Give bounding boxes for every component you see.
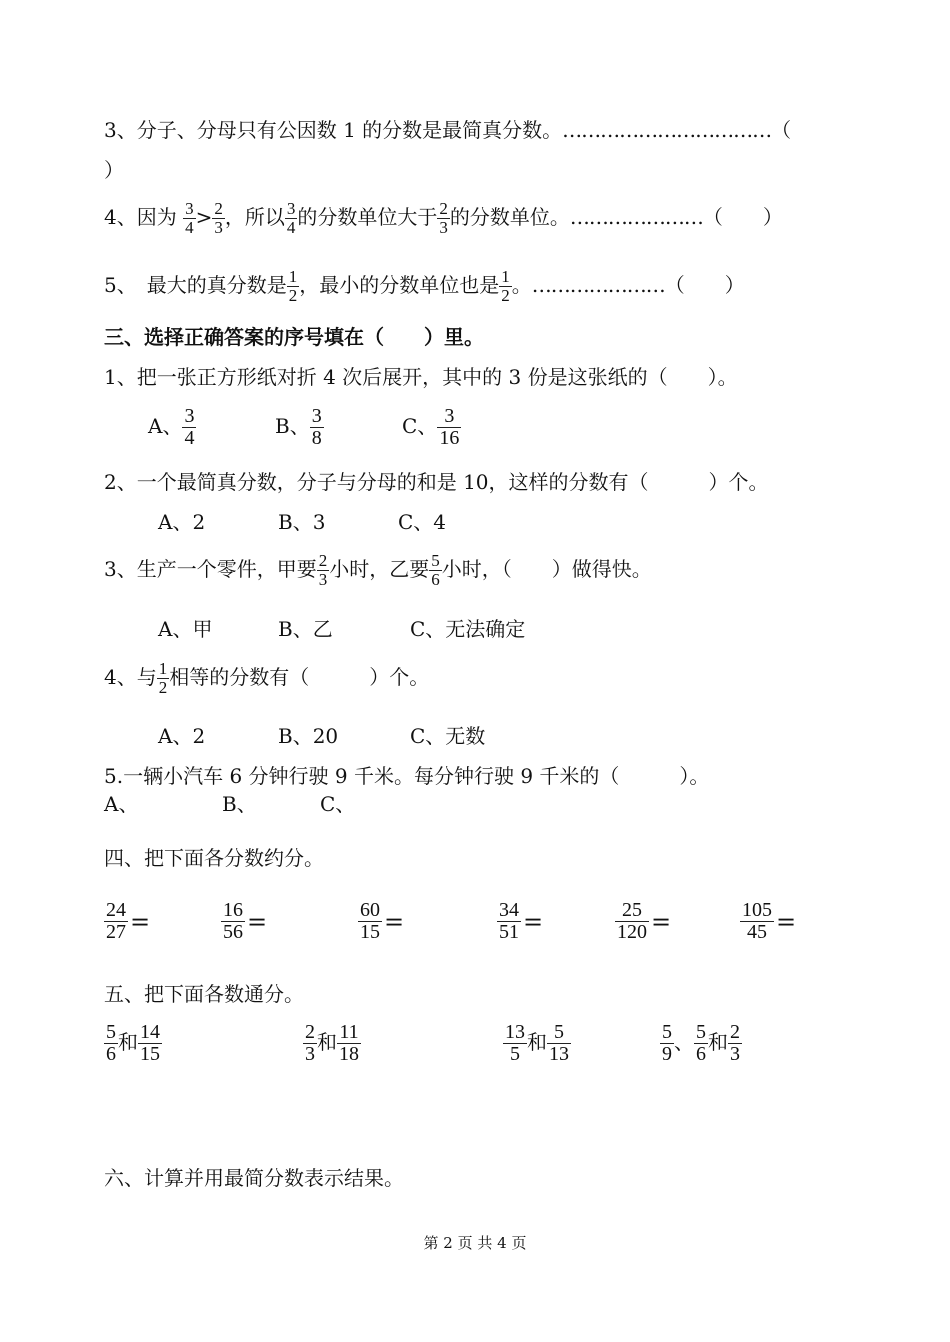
denominator: 13: [549, 1043, 569, 1065]
choice-q3-text-c: 小时，（ ）做得快。: [441, 556, 652, 581]
fraction: [358, 900, 382, 943]
judge-q4-dots: …………………: [569, 204, 703, 229]
option-label: B、: [275, 414, 310, 438]
choice-q4-option-b[interactable]: B、20: [278, 724, 339, 748]
denominator: 2: [501, 285, 510, 305]
choice-q3-option-c[interactable]: C、无法确定: [410, 617, 526, 641]
judge-q5: [104, 268, 745, 305]
fraction: [317, 552, 330, 589]
and-word: 和: [317, 1030, 337, 1054]
denominator: 8: [311, 427, 322, 449]
fraction: [104, 1022, 118, 1065]
numerator: 25: [615, 900, 649, 922]
fraction: [285, 200, 298, 237]
choice-q5-option-a[interactable]: A、: [104, 792, 139, 816]
judge-q5-text-a: 5、 最大的真分数是: [104, 272, 287, 297]
denominator: 56: [223, 921, 243, 943]
choice-q2-option-a[interactable]: A、2: [158, 510, 206, 534]
choice-q4-text-b: 相等的分数有（ ）个。: [169, 664, 430, 689]
fraction: [182, 406, 196, 449]
numerator: 2: [318, 551, 328, 570]
section-heading-reduce: 四、把下面各分数约分。: [104, 846, 324, 870]
denominator: 2: [288, 285, 298, 305]
choice-q3-option-b[interactable]: B、乙: [278, 617, 333, 641]
section-heading-calc: 六、计算并用最简分数表示结果。: [104, 1166, 404, 1190]
judge-q4-text-d: 的分数单位。: [449, 204, 570, 229]
numerator: 105: [742, 899, 772, 921]
fraction: [287, 268, 300, 305]
judge-q3-text: 3、分子、分母只有公因数 1 的分数是最简真分数。: [104, 118, 563, 142]
reduce-item: [104, 900, 150, 943]
fraction: [497, 900, 521, 943]
and-word: 和: [118, 1030, 138, 1054]
denominator: 6: [696, 1043, 706, 1065]
judge-q3: [104, 120, 791, 140]
numerator: 14: [140, 1021, 160, 1043]
fraction: [310, 406, 324, 449]
denominator: 6: [431, 569, 440, 589]
fraction: [728, 1022, 742, 1065]
judge-q4-text-a: 4、因为: [104, 204, 177, 229]
denominator: 3: [318, 569, 328, 589]
denominator: 4: [184, 427, 195, 449]
numerator: 60: [360, 899, 380, 921]
common-group-2: [303, 1022, 361, 1065]
denominator: 18: [339, 1043, 359, 1065]
choice-q1-option-c[interactable]: [402, 406, 461, 449]
and-word: 和: [708, 1030, 728, 1054]
fraction: [157, 660, 170, 697]
numerator: 2: [730, 1021, 740, 1043]
denominator: 4: [185, 217, 194, 237]
choice-q1-text: 1、把一张正方形纸对折 4 次后展开，其中的 3 份是这张纸的（ ）。: [104, 365, 738, 389]
fraction: [183, 200, 196, 237]
denominator: 27: [106, 921, 126, 943]
denominator: 15: [360, 921, 380, 943]
common-group-1: [104, 1022, 162, 1065]
answer-paren[interactable]: （ ）: [664, 272, 745, 297]
reduce-item: [740, 900, 796, 943]
fraction: [437, 200, 450, 237]
choice-q2-option-c[interactable]: C、4: [398, 510, 447, 534]
choice-q3-text-b: 小时，乙要: [329, 556, 430, 581]
denominator: 2: [158, 677, 168, 697]
greater-than-sign: >: [195, 204, 213, 229]
judge-q4-text-b: ，所以: [224, 204, 285, 229]
denominator: 51: [499, 921, 519, 943]
numerator: 5: [696, 1021, 706, 1043]
choice-q2-text: 2、一个最简真分数，分子与分母的和是 10，这样的分数有（ ）个。: [104, 470, 769, 494]
choice-q3-text-a: 3、生产一个零件，甲要: [104, 556, 317, 581]
denominator: 16: [439, 427, 460, 449]
denominator: 9: [662, 1043, 672, 1065]
fraction: [212, 200, 225, 237]
fraction: [660, 1022, 674, 1065]
fraction: [503, 1022, 527, 1065]
denominator: 15: [140, 1043, 160, 1065]
numerator: 16: [223, 899, 243, 921]
choice-q2-option-b[interactable]: B、3: [278, 510, 326, 534]
numerator: 5: [106, 1021, 116, 1043]
choice-q4-option-c[interactable]: C、无数: [410, 724, 486, 748]
equals-sign: =: [384, 907, 405, 936]
numerator: 34: [499, 899, 519, 921]
option-label: A、: [148, 414, 183, 438]
fraction: [740, 900, 774, 943]
denominator: 3: [305, 1043, 315, 1065]
fraction: [104, 900, 128, 943]
choice-q3: [104, 552, 652, 589]
option-label: C、: [402, 414, 438, 438]
fraction: [547, 1022, 571, 1065]
numerator: 2: [439, 199, 448, 218]
fraction: [694, 1022, 708, 1065]
reduce-item: [358, 900, 404, 943]
denominator: 5: [510, 1043, 520, 1065]
section-heading-choice: 三、选择正确答案的序号填在（ ）里。: [104, 325, 484, 349]
numerator: 5: [662, 1021, 672, 1043]
equals-sign: =: [247, 907, 268, 936]
denominator: 3: [730, 1043, 740, 1065]
numerator: 3: [184, 405, 195, 427]
judge-q3-rparen: ）: [104, 158, 124, 182]
fraction: [337, 1022, 361, 1065]
judge-q4: [104, 200, 783, 237]
choice-q5-option-c[interactable]: C、: [320, 792, 356, 816]
choice-q5-option-b[interactable]: B、: [222, 792, 257, 816]
separator: 、: [674, 1030, 694, 1054]
choice-q1-option-b[interactable]: [275, 406, 324, 449]
judge-q5-dots: …………………: [531, 272, 665, 297]
choice-q5-text: 5.一辆小汽车 6 分钟行驶 9 千米。每分钟行驶 9 千米的（ ）。: [104, 764, 710, 788]
reduce-item: [497, 900, 543, 943]
and-word: 和: [527, 1030, 547, 1054]
judge-q3-dots: ……………………………: [562, 118, 772, 142]
numerator: 3: [437, 406, 461, 428]
common-group-4: [660, 1022, 742, 1065]
equals-sign: =: [651, 907, 672, 936]
reduce-item: [221, 900, 267, 943]
page-footer: 第 2 页 共 4 页: [423, 1234, 527, 1252]
answer-paren[interactable]: （ ）: [702, 204, 783, 229]
denominator: 120: [617, 921, 647, 943]
judge-q4-text-c: 的分数单位大于: [297, 204, 438, 229]
numerator: 5: [431, 551, 440, 570]
numerator: 1: [158, 659, 168, 678]
fraction: [221, 900, 245, 943]
numerator: 5: [547, 1022, 571, 1044]
numerator: 24: [106, 899, 126, 921]
denominator: 3: [214, 217, 223, 237]
denominator: 3: [439, 217, 448, 237]
numerator: 2: [214, 199, 223, 218]
choice-q3-option-a[interactable]: A、甲: [158, 617, 213, 641]
numerator: 3: [286, 199, 296, 218]
numerator: 1: [288, 267, 298, 286]
fraction: [429, 552, 442, 589]
numerator: 3: [185, 199, 194, 218]
choice-q4-option-a[interactable]: A、2: [158, 724, 206, 748]
denominator: 45: [747, 921, 767, 943]
numerator: 1: [501, 267, 510, 286]
denominator: 6: [106, 1043, 116, 1065]
common-group-3: [503, 1022, 571, 1065]
judge-q5-text-c: 。: [511, 272, 532, 297]
fraction: [499, 268, 512, 305]
numerator: 11: [337, 1022, 361, 1044]
numerator: 2: [305, 1021, 315, 1043]
equals-sign: =: [523, 907, 544, 936]
fraction: [437, 406, 461, 449]
section-heading-common: 五、把下面各数通分。: [104, 982, 304, 1006]
choice-q4: [104, 660, 429, 697]
numerator: 13: [505, 1021, 525, 1043]
equals-sign: =: [776, 907, 797, 936]
equals-sign: =: [130, 907, 151, 936]
fraction: [138, 1022, 162, 1065]
fraction: [615, 900, 649, 943]
denominator: 4: [286, 217, 296, 237]
choice-q4-text-a: 4、与: [104, 664, 157, 689]
reduce-item: [615, 900, 671, 943]
judge-q5-text-b: ，最小的分数单位也是: [299, 272, 500, 297]
numerator: 3: [311, 405, 322, 427]
judge-q3-lparen: （: [771, 118, 792, 142]
fraction: [303, 1022, 317, 1065]
choice-q1-option-a[interactable]: [148, 406, 196, 449]
